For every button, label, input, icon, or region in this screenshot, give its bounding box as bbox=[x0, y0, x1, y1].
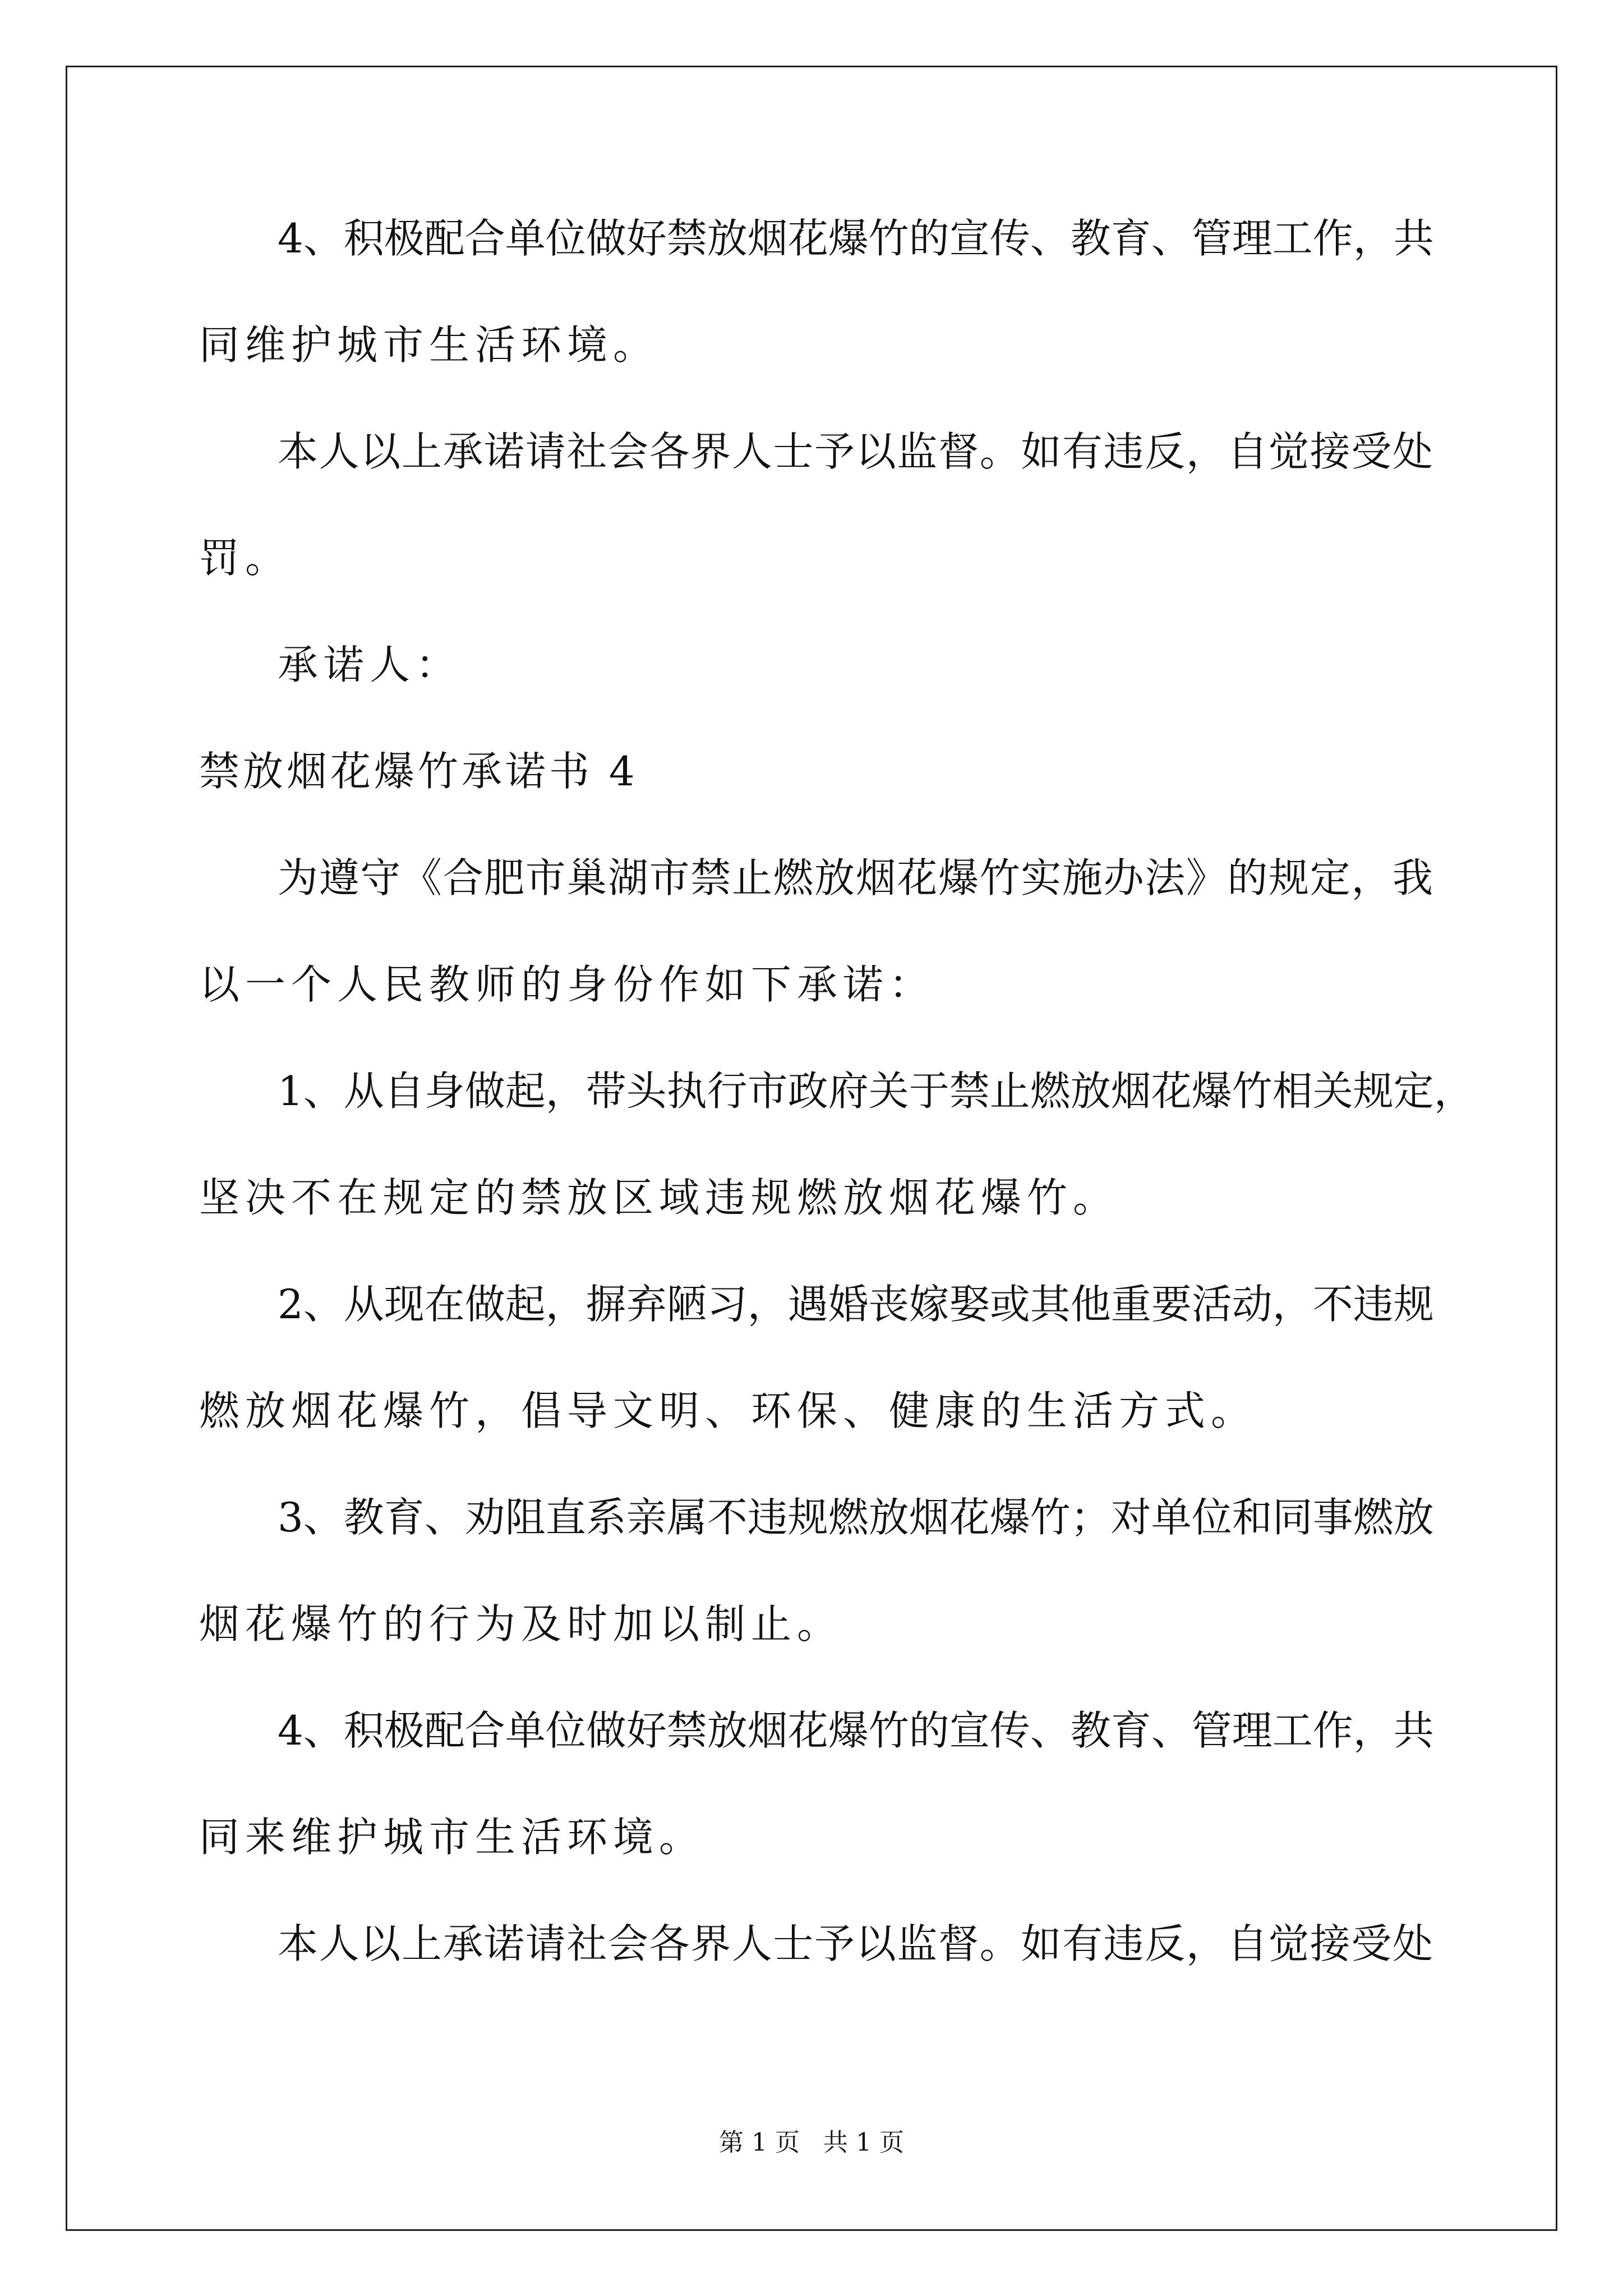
paragraph-line: 烟花爆竹的行为及时加以制止。 bbox=[199, 1600, 843, 1648]
page-footer bbox=[0, 2126, 1623, 2160]
paragraph-line: 3、教育、劝阻直系亲属不违规燃放烟花爆竹；对单位和同事燃放 bbox=[278, 1494, 1434, 1541]
paragraph-line: 本人以上承诺请社会各界人士予以监督。如有违反，自觉接受处 bbox=[278, 1920, 1433, 1967]
paragraph-line: 1、从自身做起，带头执行市政府关于禁止燃放烟花爆竹相关规定， bbox=[278, 1068, 1474, 1115]
paragraph-line: 坚决不在规定的禁放区域违规燃放烟花爆竹。 bbox=[199, 1174, 1119, 1221]
paragraph-line: 4、积极配合单位做好禁放烟花爆竹的宣传、教育、管理工作，共 bbox=[278, 1707, 1434, 1754]
paragraph-line: 以一个人民教师的身份作如下承诺： bbox=[199, 961, 935, 1008]
paragraph-line: 罚。 bbox=[199, 535, 292, 582]
paragraph-line: 4、积极配合单位做好禁放烟花爆竹的宣传、教育、管理工作，共 bbox=[278, 215, 1434, 262]
paragraph-line: 为遵守《合肥市巢湖市禁止燃放烟花爆竹实施办法》的规定，我 bbox=[278, 854, 1433, 901]
page-number: 第 1 页 bbox=[719, 2128, 800, 2157]
paragraph-line: 同来维护城市生活环境。 bbox=[199, 1814, 706, 1861]
paragraph-line: 2、从现在做起，摒弃陋习，遇婚丧嫁娶或其他重要活动，不违规 bbox=[278, 1281, 1434, 1328]
section-title: 禁放烟花爆竹承诺书 4 bbox=[199, 748, 638, 795]
page-total: 共 1 页 bbox=[823, 2128, 904, 2157]
paragraph-line: 本人以上承诺请社会各界人士予以监督。如有违反，自觉接受处 bbox=[278, 428, 1433, 475]
paragraph-line: 燃放烟花爆竹，倡导文明、环保、健康的生活方式。 bbox=[199, 1387, 1257, 1434]
paragraph-line: 同维护城市生活环境。 bbox=[199, 321, 660, 369]
signature-label: 承诺人： bbox=[278, 641, 462, 688]
page-border bbox=[66, 66, 1557, 2231]
